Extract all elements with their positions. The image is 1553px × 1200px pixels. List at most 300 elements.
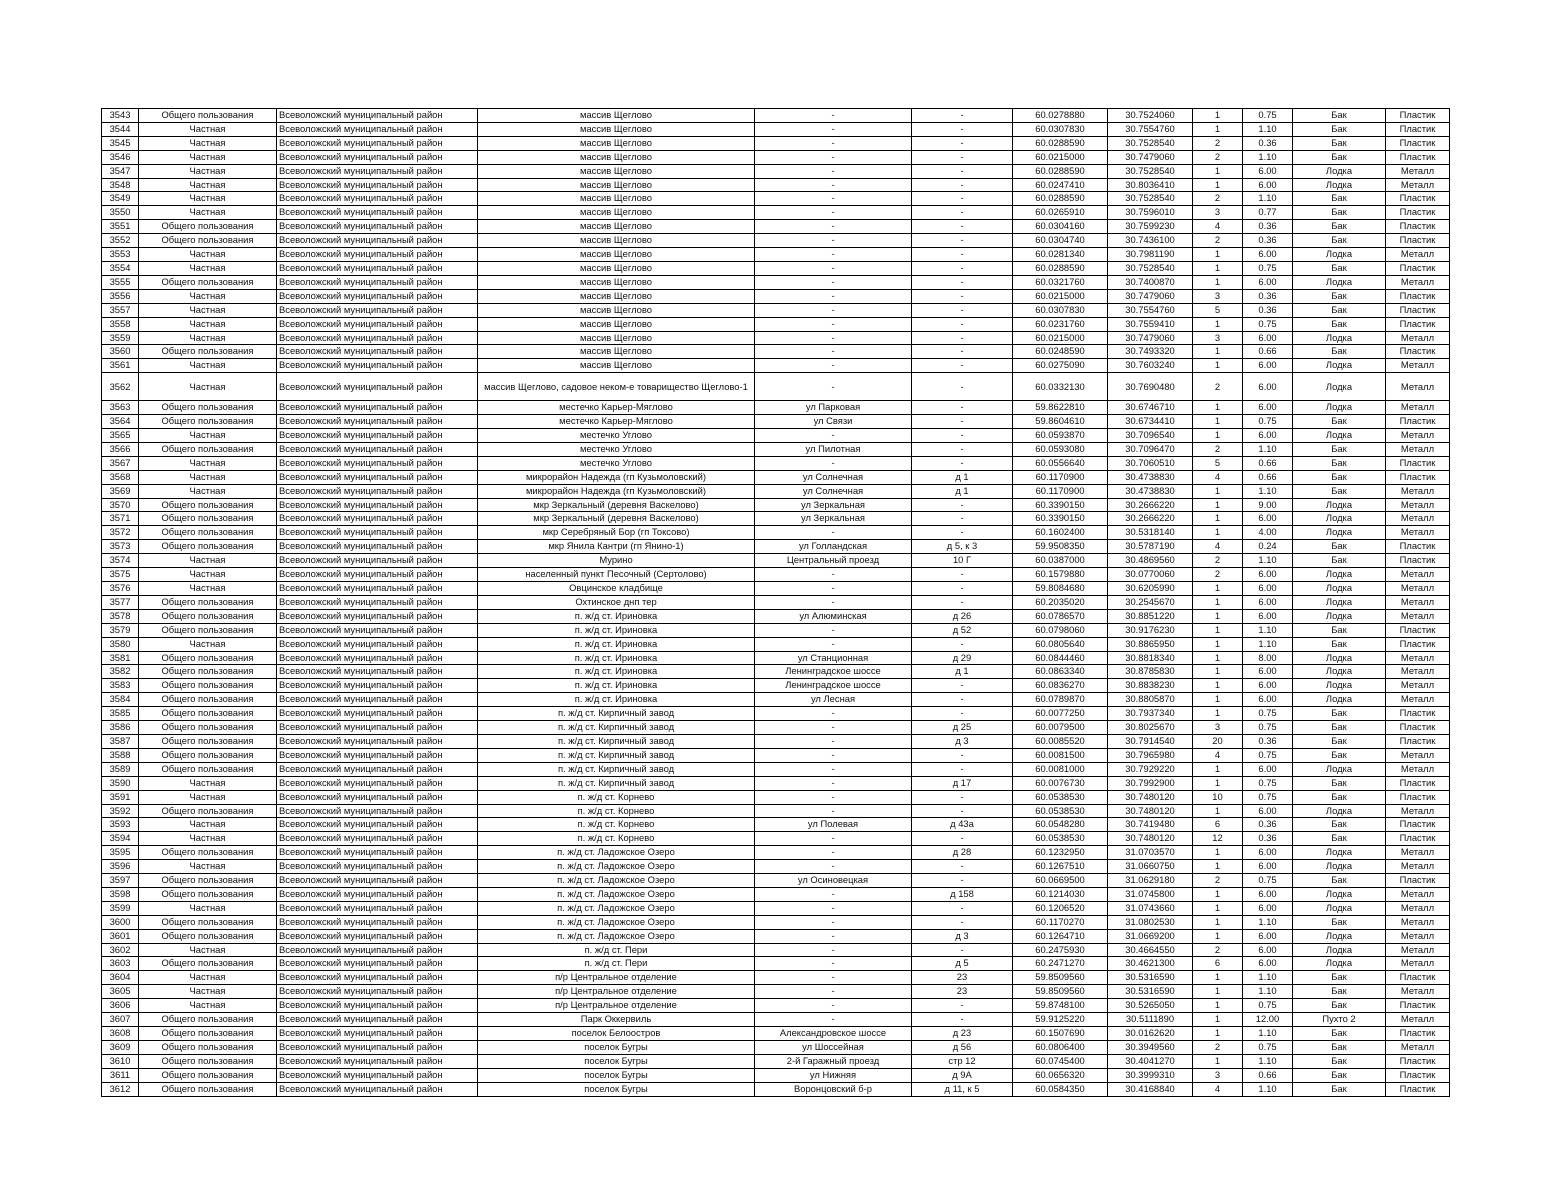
street-cell: - — [755, 317, 912, 331]
row-number-cell: 3585 — [102, 707, 139, 721]
locality-cell: п/р Центральное отделение — [478, 999, 755, 1013]
row-number-cell: 3602 — [102, 943, 139, 957]
street-cell: - — [755, 915, 912, 929]
row-number-cell: 3556 — [102, 289, 139, 303]
locality-cell: массив Щеглово — [478, 345, 755, 359]
container-material-cell: Металл — [1386, 762, 1450, 776]
latitude-cell: 60.1264710 — [1013, 929, 1108, 943]
container-type-cell: Бак — [1293, 540, 1386, 554]
district-cell: Всеволожский муниципальный район — [277, 693, 478, 707]
locality-cell: массив Щеглово — [478, 359, 755, 373]
row-number-cell: 3564 — [102, 415, 139, 429]
latitude-cell: 60.0278880 — [1013, 109, 1108, 123]
ownership-type-cell: Общего пользования — [139, 721, 277, 735]
longitude-cell: 30.7524060 — [1108, 109, 1193, 123]
district-cell: Всеволожский муниципальный район — [277, 289, 478, 303]
longitude-cell: 30.5111890 — [1108, 1013, 1193, 1027]
district-cell: Всеволожский муниципальный район — [277, 415, 478, 429]
container-volume-cell: 0.75 — [1243, 109, 1293, 123]
latitude-cell: 60.0265910 — [1013, 206, 1108, 220]
building-cell: - — [912, 303, 1013, 317]
container-material-cell: Пластик — [1386, 734, 1450, 748]
building-cell: - — [912, 901, 1013, 915]
container-count-cell: 1 — [1193, 999, 1243, 1013]
container-type-cell: Бак — [1293, 623, 1386, 637]
building-cell: - — [912, 289, 1013, 303]
longitude-cell: 30.4664550 — [1108, 943, 1193, 957]
table-row — [102, 1082, 1450, 1096]
container-type-cell: Бак — [1293, 734, 1386, 748]
table-row — [102, 568, 1450, 582]
container-volume-cell: 6.00 — [1243, 887, 1293, 901]
street-cell: Ленинградское шоссе — [755, 679, 912, 693]
building-cell: д 1 — [912, 484, 1013, 498]
container-volume-cell: 6.00 — [1243, 901, 1293, 915]
registry-table — [101, 108, 1450, 1097]
ownership-type-cell: Частная — [139, 178, 277, 192]
container-volume-cell: 1.10 — [1243, 637, 1293, 651]
building-cell: - — [912, 679, 1013, 693]
longitude-cell: 30.8838230 — [1108, 679, 1193, 693]
longitude-cell: 30.3999310 — [1108, 1068, 1193, 1082]
ownership-type-cell: Частная — [139, 776, 277, 790]
container-count-cell: 6 — [1193, 957, 1243, 971]
row-number-cell: 3554 — [102, 261, 139, 275]
row-number-cell: 3600 — [102, 915, 139, 929]
latitude-cell: 60.0836270 — [1013, 679, 1108, 693]
ownership-type-cell: Общего пользования — [139, 665, 277, 679]
street-cell: - — [755, 136, 912, 150]
longitude-cell: 30.7981190 — [1108, 248, 1193, 262]
container-volume-cell: 1.10 — [1243, 192, 1293, 206]
container-type-cell: Бак — [1293, 303, 1386, 317]
building-cell: - — [912, 915, 1013, 929]
ownership-type-cell: Общего пользования — [139, 442, 277, 456]
building-cell: - — [912, 442, 1013, 456]
ownership-type-cell: Общего пользования — [139, 512, 277, 526]
container-type-cell: Бак — [1293, 470, 1386, 484]
ownership-type-cell: Частная — [139, 289, 277, 303]
table-body — [102, 109, 1450, 1097]
district-cell: Всеволожский муниципальный район — [277, 943, 478, 957]
container-count-cell: 1 — [1193, 109, 1243, 123]
container-volume-cell: 6.00 — [1243, 679, 1293, 693]
container-type-cell: Бак — [1293, 345, 1386, 359]
locality-cell: п. ж/д ст. Кирпичный завод — [478, 707, 755, 721]
longitude-cell: 31.0802530 — [1108, 915, 1193, 929]
container-count-cell: 2 — [1193, 136, 1243, 150]
container-material-cell: Металл — [1386, 359, 1450, 373]
street-cell: - — [755, 846, 912, 860]
district-cell: Всеволожский муниципальный район — [277, 401, 478, 415]
container-count-cell: 2 — [1193, 568, 1243, 582]
row-number-cell: 3569 — [102, 484, 139, 498]
container-type-cell: Бак — [1293, 985, 1386, 999]
locality-cell: п. ж/д ст. Ириновка — [478, 693, 755, 707]
longitude-cell: 30.9176230 — [1108, 623, 1193, 637]
container-volume-cell: 6.00 — [1243, 595, 1293, 609]
container-type-cell: Бак — [1293, 192, 1386, 206]
table-row — [102, 721, 1450, 735]
latitude-cell: 60.0786570 — [1013, 609, 1108, 623]
district-cell: Всеволожский муниципальный район — [277, 345, 478, 359]
street-cell: - — [755, 275, 912, 289]
street-cell: ул Лесная — [755, 693, 912, 707]
latitude-cell: 60.0275090 — [1013, 359, 1108, 373]
latitude-cell: 59.9508350 — [1013, 540, 1108, 554]
table-row — [102, 261, 1450, 275]
container-count-cell: 4 — [1193, 1082, 1243, 1096]
container-count-cell: 2 — [1193, 192, 1243, 206]
container-volume-cell: 6.00 — [1243, 943, 1293, 957]
container-count-cell: 3 — [1193, 331, 1243, 345]
container-type-cell: Бак — [1293, 1082, 1386, 1096]
latitude-cell: 60.0332130 — [1013, 373, 1108, 401]
latitude-cell: 60.0288590 — [1013, 164, 1108, 178]
container-volume-cell: 6.00 — [1243, 609, 1293, 623]
ownership-type-cell: Частная — [139, 832, 277, 846]
district-cell: Всеволожский муниципальный район — [277, 220, 478, 234]
table-row — [102, 943, 1450, 957]
container-volume-cell: 1.10 — [1243, 484, 1293, 498]
street-cell: - — [755, 345, 912, 359]
container-type-cell: Бак — [1293, 317, 1386, 331]
building-cell: - — [912, 637, 1013, 651]
container-volume-cell: 1.10 — [1243, 915, 1293, 929]
container-volume-cell: 0.36 — [1243, 136, 1293, 150]
container-volume-cell: 1.10 — [1243, 122, 1293, 136]
row-number-cell: 3549 — [102, 192, 139, 206]
longitude-cell: 31.0703570 — [1108, 846, 1193, 860]
locality-cell: п. ж/д ст. Пери — [478, 957, 755, 971]
longitude-cell: 30.4621300 — [1108, 957, 1193, 971]
building-cell: д 3 — [912, 929, 1013, 943]
building-cell: - — [912, 512, 1013, 526]
container-count-cell: 3 — [1193, 289, 1243, 303]
container-volume-cell: 0.66 — [1243, 456, 1293, 470]
latitude-cell: 60.0215000 — [1013, 331, 1108, 345]
ownership-type-cell: Общего пользования — [139, 1054, 277, 1068]
district-cell: Всеволожский муниципальный район — [277, 526, 478, 540]
container-material-cell: Металл — [1386, 901, 1450, 915]
ownership-type-cell: Общего пользования — [139, 1013, 277, 1027]
container-material-cell: Пластик — [1386, 707, 1450, 721]
container-volume-cell: 6.00 — [1243, 331, 1293, 345]
latitude-cell: 60.0844460 — [1013, 651, 1108, 665]
table-row — [102, 373, 1450, 401]
latitude-cell: 60.3390150 — [1013, 512, 1108, 526]
table-row — [102, 860, 1450, 874]
row-number-cell: 3561 — [102, 359, 139, 373]
locality-cell: п. ж/д ст. Корнево — [478, 818, 755, 832]
latitude-cell: 60.1214030 — [1013, 887, 1108, 901]
container-volume-cell: 0.75 — [1243, 707, 1293, 721]
container-type-cell: Бак — [1293, 915, 1386, 929]
container-material-cell: Металл — [1386, 484, 1450, 498]
locality-cell: мкр Янила Кантри (гп Янино-1) — [478, 540, 755, 554]
latitude-cell: 60.0307830 — [1013, 303, 1108, 317]
building-cell: д 56 — [912, 1040, 1013, 1054]
container-volume-cell: 4.00 — [1243, 526, 1293, 540]
latitude-cell: 60.0321760 — [1013, 275, 1108, 289]
building-cell: - — [912, 943, 1013, 957]
street-cell: - — [755, 623, 912, 637]
container-volume-cell: 0.66 — [1243, 1068, 1293, 1082]
longitude-cell: 30.0162620 — [1108, 1027, 1193, 1041]
longitude-cell: 30.7554760 — [1108, 122, 1193, 136]
locality-cell: п/р Центральное отделение — [478, 971, 755, 985]
container-material-cell: Металл — [1386, 248, 1450, 262]
container-type-cell: Бак — [1293, 637, 1386, 651]
district-cell: Всеволожский муниципальный район — [277, 915, 478, 929]
longitude-cell: 30.4869560 — [1108, 554, 1193, 568]
building-cell: д 5, к 3 — [912, 540, 1013, 554]
building-cell: - — [912, 762, 1013, 776]
street-cell: - — [755, 860, 912, 874]
container-count-cell: 1 — [1193, 275, 1243, 289]
building-cell: - — [912, 456, 1013, 470]
ownership-type-cell: Общего пользования — [139, 415, 277, 429]
container-count-cell: 10 — [1193, 790, 1243, 804]
locality-cell: массив Щеглово — [478, 331, 755, 345]
street-cell: - — [755, 804, 912, 818]
longitude-cell: 30.6746710 — [1108, 401, 1193, 415]
container-volume-cell: 0.36 — [1243, 832, 1293, 846]
row-number-cell: 3588 — [102, 748, 139, 762]
container-type-cell: Лодка — [1293, 609, 1386, 623]
table-row — [102, 331, 1450, 345]
row-number-cell: 3604 — [102, 971, 139, 985]
locality-cell: Овцинское кладбище — [478, 582, 755, 596]
container-volume-cell: 0.36 — [1243, 303, 1293, 317]
locality-cell: массив Щеглово — [478, 122, 755, 136]
building-cell: - — [912, 582, 1013, 596]
table-row — [102, 136, 1450, 150]
district-cell: Всеволожский муниципальный район — [277, 331, 478, 345]
row-number-cell: 3568 — [102, 470, 139, 484]
longitude-cell: 30.7400870 — [1108, 275, 1193, 289]
container-count-cell: 2 — [1193, 1040, 1243, 1054]
container-volume-cell: 1.10 — [1243, 554, 1293, 568]
building-cell: д 26 — [912, 609, 1013, 623]
container-volume-cell: 1.10 — [1243, 1082, 1293, 1096]
locality-cell: местечко Карьер-Мяглово — [478, 415, 755, 429]
ownership-type-cell: Частная — [139, 136, 277, 150]
container-volume-cell: 6.00 — [1243, 275, 1293, 289]
container-count-cell: 20 — [1193, 734, 1243, 748]
locality-cell: п. ж/д ст. Кирпичный завод — [478, 734, 755, 748]
street-cell: - — [755, 582, 912, 596]
street-cell: - — [755, 721, 912, 735]
row-number-cell: 3609 — [102, 1040, 139, 1054]
table-row — [102, 776, 1450, 790]
container-type-cell: Лодка — [1293, 762, 1386, 776]
locality-cell: Парк Оккервиль — [478, 1013, 755, 1027]
latitude-cell: 60.0548280 — [1013, 818, 1108, 832]
table-row — [102, 415, 1450, 429]
latitude-cell: 60.1602400 — [1013, 526, 1108, 540]
street-cell: ул Полевая — [755, 818, 912, 832]
locality-cell: п. ж/д ст. Ириновка — [478, 623, 755, 637]
district-cell: Всеволожский муниципальный район — [277, 985, 478, 999]
locality-cell: п. ж/д ст. Кирпичный завод — [478, 748, 755, 762]
locality-cell: поселок Бугры — [478, 1068, 755, 1082]
container-volume-cell: 6.00 — [1243, 957, 1293, 971]
street-cell: - — [755, 734, 912, 748]
table-row — [102, 623, 1450, 637]
container-material-cell: Металл — [1386, 943, 1450, 957]
container-material-cell: Металл — [1386, 178, 1450, 192]
container-count-cell: 12 — [1193, 832, 1243, 846]
container-material-cell: Пластик — [1386, 1054, 1450, 1068]
longitude-cell: 30.7965980 — [1108, 748, 1193, 762]
container-material-cell: Металл — [1386, 164, 1450, 178]
container-material-cell: Металл — [1386, 275, 1450, 289]
locality-cell: п. ж/д ст. Кирпичный завод — [478, 776, 755, 790]
latitude-cell: 60.0669500 — [1013, 874, 1108, 888]
container-volume-cell: 6.00 — [1243, 429, 1293, 443]
container-volume-cell: 0.36 — [1243, 818, 1293, 832]
row-number-cell: 3598 — [102, 887, 139, 901]
locality-cell: массив Щеглово — [478, 303, 755, 317]
latitude-cell: 60.0304740 — [1013, 234, 1108, 248]
container-material-cell: Пластик — [1386, 1068, 1450, 1082]
building-cell: - — [912, 206, 1013, 220]
row-number-cell: 3576 — [102, 582, 139, 596]
locality-cell: мкр Зеркальный (деревня Васкелово) — [478, 498, 755, 512]
container-volume-cell: 6.00 — [1243, 860, 1293, 874]
longitude-cell: 30.8818340 — [1108, 651, 1193, 665]
street-cell: - — [755, 943, 912, 957]
row-number-cell: 3608 — [102, 1027, 139, 1041]
table-row — [102, 748, 1450, 762]
container-material-cell: Пластик — [1386, 721, 1450, 735]
container-volume-cell: 6.00 — [1243, 248, 1293, 262]
container-type-cell: Бак — [1293, 415, 1386, 429]
container-type-cell: Бак — [1293, 220, 1386, 234]
table-row — [102, 929, 1450, 943]
latitude-cell: 60.1170900 — [1013, 484, 1108, 498]
ownership-type-cell: Общего пользования — [139, 595, 277, 609]
building-cell: - — [912, 109, 1013, 123]
street-cell: - — [755, 359, 912, 373]
latitude-cell: 59.8604610 — [1013, 415, 1108, 429]
building-cell: стр 12 — [912, 1054, 1013, 1068]
ownership-type-cell: Частная — [139, 818, 277, 832]
street-cell: Ленинградское шоссе — [755, 665, 912, 679]
street-cell: ул Пилотная — [755, 442, 912, 456]
latitude-cell: 59.8509560 — [1013, 971, 1108, 985]
container-count-cell: 1 — [1193, 178, 1243, 192]
street-cell: - — [755, 568, 912, 582]
container-volume-cell: 6.00 — [1243, 762, 1293, 776]
container-count-cell: 1 — [1193, 846, 1243, 860]
row-number-cell: 3566 — [102, 442, 139, 456]
street-cell: - — [755, 206, 912, 220]
container-material-cell: Металл — [1386, 512, 1450, 526]
container-count-cell: 1 — [1193, 776, 1243, 790]
container-material-cell: Пластик — [1386, 554, 1450, 568]
container-material-cell: Металл — [1386, 526, 1450, 540]
district-cell: Всеволожский муниципальный район — [277, 637, 478, 651]
district-cell: Всеволожский муниципальный район — [277, 665, 478, 679]
row-number-cell: 3559 — [102, 331, 139, 345]
container-count-cell: 1 — [1193, 887, 1243, 901]
container-type-cell: Бак — [1293, 1027, 1386, 1041]
table-row — [102, 985, 1450, 999]
container-material-cell: Пластик — [1386, 776, 1450, 790]
table-row — [102, 595, 1450, 609]
container-volume-cell: 1.10 — [1243, 623, 1293, 637]
ownership-type-cell: Частная — [139, 790, 277, 804]
container-type-cell: Лодка — [1293, 582, 1386, 596]
container-type-cell: Бак — [1293, 261, 1386, 275]
ownership-type-cell: Общего пользования — [139, 734, 277, 748]
locality-cell: Охтинское днп тер — [478, 595, 755, 609]
street-cell: ул Связи — [755, 415, 912, 429]
row-number-cell: 3596 — [102, 860, 139, 874]
street-cell: - — [755, 331, 912, 345]
row-number-cell: 3577 — [102, 595, 139, 609]
street-cell: - — [755, 999, 912, 1013]
building-cell: д 9А — [912, 1068, 1013, 1082]
building-cell: - — [912, 192, 1013, 206]
ownership-type-cell: Частная — [139, 568, 277, 582]
latitude-cell: 60.1170270 — [1013, 915, 1108, 929]
district-cell: Всеволожский муниципальный район — [277, 846, 478, 860]
container-type-cell: Бак — [1293, 206, 1386, 220]
container-material-cell: Пластик — [1386, 874, 1450, 888]
container-type-cell: Лодка — [1293, 275, 1386, 289]
building-cell: - — [912, 790, 1013, 804]
latitude-cell: 60.0556640 — [1013, 456, 1108, 470]
table-row — [102, 818, 1450, 832]
container-count-cell: 1 — [1193, 901, 1243, 915]
longitude-cell: 30.5316590 — [1108, 971, 1193, 985]
building-cell: - — [912, 748, 1013, 762]
locality-cell: массив Щеглово — [478, 150, 755, 164]
container-type-cell: Бак — [1293, 1068, 1386, 1082]
ownership-type-cell: Общего пользования — [139, 707, 277, 721]
street-cell: - — [755, 261, 912, 275]
container-material-cell: Пластик — [1386, 623, 1450, 637]
ownership-type-cell: Общего пользования — [139, 874, 277, 888]
longitude-cell: 30.2545670 — [1108, 595, 1193, 609]
district-cell: Всеволожский муниципальный район — [277, 192, 478, 206]
street-cell: - — [755, 887, 912, 901]
district-cell: Всеволожский муниципальный район — [277, 818, 478, 832]
street-cell: - — [755, 164, 912, 178]
row-number-cell: 3591 — [102, 790, 139, 804]
container-material-cell: Металл — [1386, 331, 1450, 345]
container-type-cell: Лодка — [1293, 943, 1386, 957]
container-type-cell: Бак — [1293, 999, 1386, 1013]
table-row — [102, 512, 1450, 526]
row-number-cell: 3574 — [102, 554, 139, 568]
container-material-cell: Пластик — [1386, 971, 1450, 985]
longitude-cell: 30.8036410 — [1108, 178, 1193, 192]
latitude-cell: 60.0215000 — [1013, 289, 1108, 303]
container-count-cell: 1 — [1193, 317, 1243, 331]
longitude-cell: 30.7479060 — [1108, 289, 1193, 303]
container-type-cell: Бак — [1293, 122, 1386, 136]
container-type-cell: Бак — [1293, 456, 1386, 470]
building-cell: д 17 — [912, 776, 1013, 790]
longitude-cell: 30.8805870 — [1108, 693, 1193, 707]
building-cell: - — [912, 234, 1013, 248]
street-cell: - — [755, 456, 912, 470]
row-number-cell: 3581 — [102, 651, 139, 665]
